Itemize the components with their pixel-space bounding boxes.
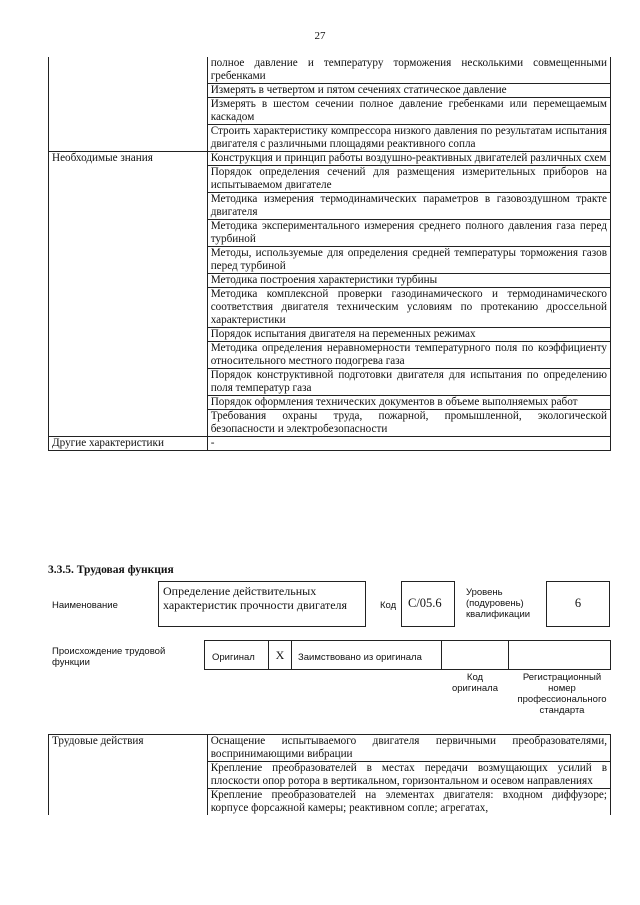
table-row: Требования охраны труда, пожарной, промышленной, экологической безопасности и электробезопасности xyxy=(207,410,610,437)
original-label: Оригинал xyxy=(212,652,255,663)
knowledge-label: Необходимые знания xyxy=(49,152,208,437)
name-value: Определение действительных характеристик прочности двигателя xyxy=(158,581,366,627)
other-label: Другие характеристики xyxy=(49,437,208,451)
table-row: Порядок конструктивной подготовки двигателя для испытания по определению поля температур газа xyxy=(207,369,610,396)
actions-label: Трудовые действия xyxy=(49,735,208,816)
code-label: Код xyxy=(380,600,397,611)
table-row: Методы, используемые для определения средней температуры торможения газов перед турбиной xyxy=(207,247,610,274)
table-row: Порядок оформления технических документов в объеме выполняемых работ xyxy=(207,396,610,410)
table-row: Методика построения характеристики турбины xyxy=(207,274,610,288)
origin-divider xyxy=(508,640,509,670)
skills-knowledge-table xyxy=(48,57,611,451)
origin-divider xyxy=(441,640,442,670)
section-heading: 3.3.5. Трудовая функция xyxy=(48,564,174,576)
table-row: Крепление преобразователей на элементах двигателя: входном диффузоре; корпусе форсажной камеры; реактивном сопле; агрегатах, xyxy=(207,789,610,816)
table-row: Крепление преобразователей в местах передачи возмущающих усилий в плоскости опор ротора в вертикальном, горизонтальном и осевом направлениях xyxy=(207,762,610,789)
skills-label-cell xyxy=(49,57,208,152)
origin-label: Происхождение трудовой функции xyxy=(52,646,166,668)
borrowed-label: Заимствовано из оригинала xyxy=(298,652,422,663)
table-row: Методика определения неравномерности температурного поля по коэффициенту относительного местного подогрева газа xyxy=(207,342,610,369)
table-row: Измерять в шестом сечении полное давление гребенками или перемещаемым каскадом xyxy=(207,98,610,125)
table-row: Методика измерения термодинамических параметров в газовоздушном тракте двигателя xyxy=(207,193,610,220)
table-row: Оснащение испытываемого двигателя первичными преобразователями, воспринимающими вибрации xyxy=(207,735,610,762)
code-original-label: Код оригинала xyxy=(451,672,498,694)
table-row: Методика комплексной проверки газодинамического и термодинамического соответствия двигателя техническим условиям по протеканию дроссельной характеристики xyxy=(207,288,610,328)
table-row: полное давление и температуру торможения несколькими совмещенными гребенками xyxy=(207,57,610,84)
reg-number-label: Регистрационный номер профессионального стандарта xyxy=(517,672,607,716)
other-value: - xyxy=(207,437,610,451)
table-row: Измерять в четвертом и пятом сечениях статическое давление xyxy=(207,84,610,98)
original-mark: X xyxy=(268,640,292,670)
table-row: Порядок определения сечений для размещения измерительных приборов на испытываемом двигателе xyxy=(207,166,610,193)
table-row: Методика экспериментального измерения среднего полного давления газа перед турбиной xyxy=(207,220,610,247)
labor-actions-table xyxy=(48,734,611,815)
name-label: Наименование xyxy=(52,600,118,611)
level-value: 6 xyxy=(546,581,610,627)
table-row: Конструкция и принцип работы воздушно-реактивных двигателей различных схем xyxy=(207,152,610,166)
level-label: Уровень (подуровень) квалификации xyxy=(466,587,531,620)
code-value: С/05.6 xyxy=(401,581,455,627)
table-row: Строить характеристику компрессора низкого давления по результатам испытания двигателя с различными площадями реактивного сопла xyxy=(207,125,610,152)
page-number: 27 xyxy=(314,30,326,42)
table-row: Порядок испытания двигателя на переменных режимах xyxy=(207,328,610,342)
